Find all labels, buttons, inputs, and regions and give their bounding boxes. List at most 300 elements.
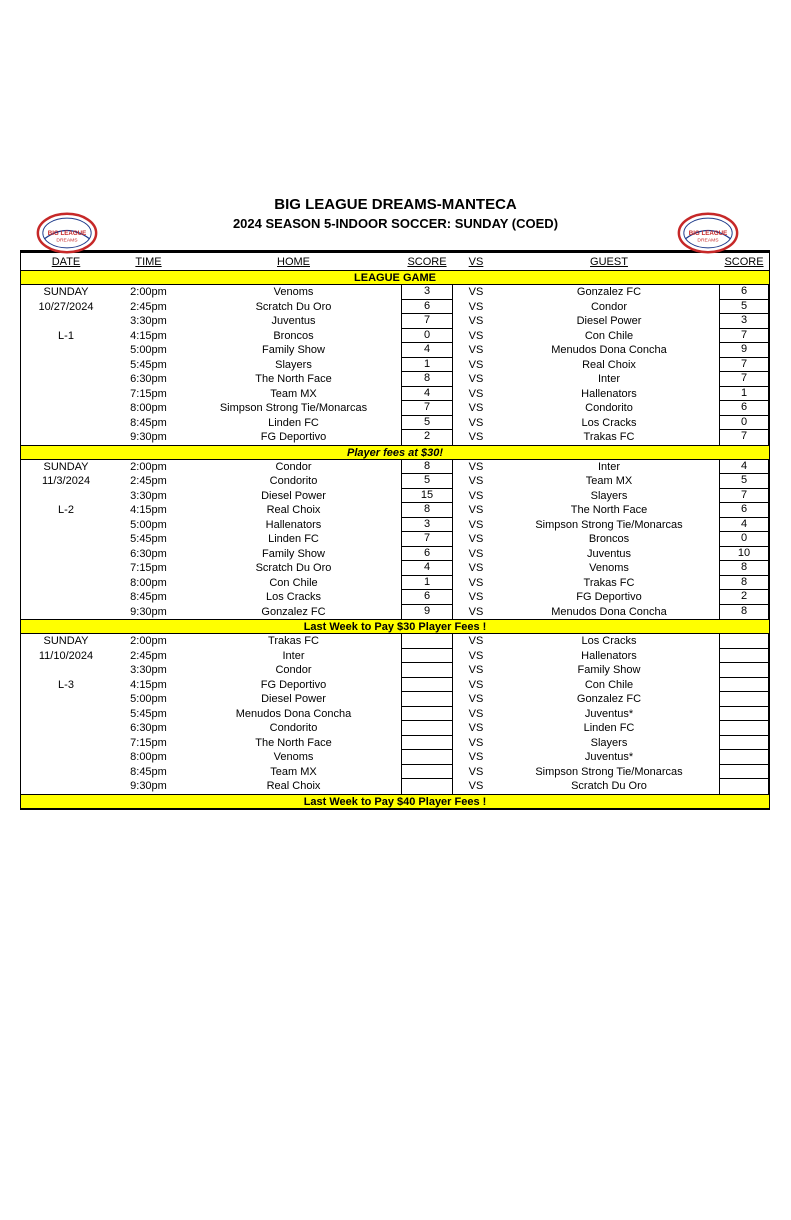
guest-team: Linden FC bbox=[583, 722, 635, 734]
guest-team: The North Face bbox=[570, 504, 648, 516]
game-row bbox=[111, 401, 769, 416]
game-time: 4:15pm bbox=[130, 504, 167, 516]
game-time: 7:15pm bbox=[130, 562, 167, 574]
home-team: Condor bbox=[275, 664, 312, 676]
fees-banner: Last Week to Pay $40 Player Fees ! bbox=[21, 794, 769, 809]
guest-team: Hallenators bbox=[581, 387, 637, 400]
home-team: FG Deportivo bbox=[260, 431, 327, 443]
game-row bbox=[111, 547, 769, 562]
table-header-row bbox=[21, 253, 769, 270]
guest-score-box bbox=[719, 343, 769, 358]
vs-label: VS bbox=[468, 358, 484, 371]
game-time: 5:45pm bbox=[130, 358, 167, 371]
block-day: SUNDAY bbox=[43, 460, 89, 473]
vs-label: VS bbox=[468, 693, 484, 705]
home-team: Simpson Strong Tie/Monarcas bbox=[219, 402, 368, 414]
home-team: Broncos bbox=[273, 329, 314, 342]
guest-score: 0 bbox=[740, 415, 748, 428]
home-score: 5 bbox=[423, 474, 431, 486]
vs-label: VS bbox=[468, 315, 484, 327]
guest-team: Condorito bbox=[585, 402, 633, 414]
home-score: 6 bbox=[423, 546, 431, 559]
block-date: 11/10/2024 bbox=[38, 649, 94, 662]
vs-label: VS bbox=[468, 300, 484, 313]
game-time: 9:30pm bbox=[130, 431, 167, 443]
game-time: 4:15pm bbox=[130, 329, 167, 342]
block-date: 11/3/2024 bbox=[41, 475, 91, 487]
date-spacer bbox=[21, 489, 111, 504]
guest-score-box bbox=[719, 663, 769, 678]
guest-score: 8 bbox=[740, 575, 748, 588]
fees-banner: Last Week to Pay $30 Player Fees ! bbox=[21, 619, 769, 634]
guest-score-box bbox=[719, 707, 769, 722]
game-row bbox=[111, 460, 769, 475]
block-rows bbox=[111, 634, 769, 794]
guest-score: 4 bbox=[740, 459, 748, 472]
home-team: The North Face bbox=[255, 736, 332, 749]
header-home-score: SCORE bbox=[407, 255, 447, 268]
home-score-box bbox=[401, 736, 453, 751]
home-score: 8 bbox=[423, 459, 431, 472]
home-score-box bbox=[401, 401, 453, 416]
home-score-box bbox=[401, 532, 453, 547]
home-score: 9 bbox=[423, 604, 431, 617]
guest-score-box bbox=[719, 387, 769, 402]
game-time: 5:00pm bbox=[130, 693, 167, 705]
game-time: 5:45pm bbox=[130, 533, 167, 545]
home-score-box bbox=[401, 518, 453, 533]
vs-label: VS bbox=[468, 373, 484, 385]
home-score-box bbox=[401, 547, 453, 562]
logo-text-line1: BIG LEAGUE bbox=[688, 229, 728, 237]
game-row bbox=[111, 503, 769, 518]
home-team: Linden FC bbox=[268, 533, 319, 545]
home-score: 1 bbox=[423, 357, 431, 370]
vs-label: VS bbox=[468, 751, 484, 763]
game-row bbox=[111, 605, 769, 620]
home-score-box bbox=[401, 372, 453, 387]
game-row bbox=[111, 707, 769, 722]
home-score: 0 bbox=[423, 328, 431, 341]
vs-label: VS bbox=[468, 286, 484, 298]
game-time: 8:00pm bbox=[130, 576, 167, 589]
guest-team: Team MX bbox=[585, 475, 633, 487]
game-row bbox=[111, 372, 769, 387]
home-team: Condor bbox=[275, 460, 312, 473]
home-score-box bbox=[401, 765, 453, 780]
guest-team: Real Choix bbox=[582, 358, 636, 371]
guest-score-box bbox=[719, 692, 769, 707]
vs-label: VS bbox=[468, 649, 484, 662]
block-rows bbox=[111, 460, 769, 620]
game-time: 8:45pm bbox=[130, 591, 167, 603]
date-spacer bbox=[21, 314, 111, 329]
guest-team: Menudos Dona Concha bbox=[551, 605, 667, 618]
guest-team: Los Cracks bbox=[581, 416, 637, 429]
guest-team: Simpson Strong Tie/Monarcas bbox=[535, 518, 683, 531]
title-block bbox=[0, 196, 791, 231]
guest-team: Los Cracks bbox=[581, 635, 637, 647]
home-score-box bbox=[401, 649, 453, 664]
header-home: HOME bbox=[277, 255, 310, 268]
game-time: 2:45pm bbox=[130, 475, 167, 487]
block-rows bbox=[111, 285, 769, 445]
vs-label: VS bbox=[468, 707, 484, 720]
vs-label: VS bbox=[468, 765, 484, 778]
home-score-box bbox=[401, 460, 453, 475]
home-score-box bbox=[401, 663, 453, 678]
home-team: Diesel Power bbox=[261, 489, 326, 502]
home-score-box bbox=[401, 678, 453, 693]
game-time: 7:15pm bbox=[130, 387, 167, 400]
home-score-box bbox=[401, 779, 453, 794]
guest-score-box bbox=[719, 678, 769, 693]
home-score-box bbox=[401, 561, 453, 576]
game-time: 4:15pm bbox=[130, 678, 167, 691]
home-team: Juventus bbox=[271, 315, 316, 327]
vs-label: VS bbox=[468, 576, 484, 589]
guest-score-box bbox=[719, 503, 769, 518]
vs-label: VS bbox=[468, 722, 484, 734]
game-row bbox=[111, 750, 769, 765]
guest-team: Broncos bbox=[588, 533, 630, 545]
guest-score-box bbox=[719, 561, 769, 576]
game-row bbox=[111, 736, 769, 751]
home-score-box bbox=[401, 285, 453, 300]
game-row bbox=[111, 721, 769, 736]
game-row bbox=[111, 649, 769, 664]
home-score: 8 bbox=[423, 503, 431, 515]
guest-score: 6 bbox=[740, 503, 748, 515]
block-league-code: L-1 bbox=[58, 329, 74, 342]
game-row bbox=[111, 285, 769, 300]
schedule-page bbox=[0, 196, 791, 1220]
vs-label: VS bbox=[468, 547, 484, 560]
game-time: 2:00pm bbox=[130, 635, 167, 647]
home-score: 4 bbox=[423, 343, 431, 355]
guest-score: 2 bbox=[740, 590, 748, 602]
guest-score-box bbox=[719, 358, 769, 373]
schedule-block bbox=[21, 285, 769, 445]
guest-team: Venoms bbox=[589, 562, 629, 574]
home-team: FG Deportivo bbox=[260, 678, 327, 691]
home-score-box bbox=[401, 314, 453, 329]
vs-label: VS bbox=[468, 518, 484, 531]
home-score-box bbox=[401, 300, 453, 315]
game-row bbox=[111, 300, 769, 315]
home-team: Scratch Du Oro bbox=[255, 300, 332, 313]
guest-score-box bbox=[719, 314, 769, 329]
guest-team: Juventus* bbox=[584, 751, 634, 763]
home-score: 4 bbox=[423, 561, 431, 573]
guest-score-box bbox=[719, 547, 769, 562]
home-score-box bbox=[401, 430, 453, 445]
guest-team: Family Show bbox=[577, 664, 641, 676]
guest-score: 7 bbox=[740, 430, 748, 442]
guest-score-box bbox=[719, 649, 769, 664]
home-team: Slayers bbox=[275, 358, 312, 371]
guest-score-box bbox=[719, 489, 769, 504]
page-subtitle: 2024 SEASON 5-INDOOR SOCCER: SUNDAY (COED) bbox=[232, 216, 559, 231]
game-row bbox=[111, 692, 769, 707]
game-row bbox=[111, 561, 769, 576]
home-score: 7 bbox=[423, 314, 431, 326]
logo-text-line1: BIG LEAGUE bbox=[47, 229, 87, 237]
game-time: 8:00pm bbox=[130, 402, 167, 414]
game-row bbox=[111, 590, 769, 605]
guest-score-box bbox=[719, 300, 769, 315]
big-league-dreams-logo bbox=[36, 210, 98, 256]
block-day: SUNDAY bbox=[43, 286, 89, 298]
home-team: Hallenators bbox=[265, 518, 322, 531]
home-score-box bbox=[401, 387, 453, 402]
header-guest: GUEST bbox=[590, 255, 628, 268]
home-score: 7 bbox=[423, 401, 431, 413]
home-team: Venoms bbox=[273, 286, 314, 298]
home-team: Condorito bbox=[269, 722, 318, 734]
guest-team: Con Chile bbox=[584, 329, 634, 342]
block-date: 10/27/2024 bbox=[38, 300, 94, 313]
guest-team: Slayers bbox=[590, 489, 628, 502]
game-row bbox=[111, 329, 769, 344]
guest-score-box bbox=[719, 590, 769, 605]
home-score: 3 bbox=[423, 517, 431, 530]
vs-label: VS bbox=[468, 504, 484, 516]
game-row bbox=[111, 634, 769, 649]
home-score-box bbox=[401, 358, 453, 373]
home-team: Gonzalez FC bbox=[261, 605, 326, 618]
game-time: 5:45pm bbox=[130, 707, 167, 720]
guest-score: 7 bbox=[740, 488, 748, 501]
game-time: 2:00pm bbox=[130, 460, 167, 473]
guest-score: 4 bbox=[740, 517, 748, 530]
date-column bbox=[21, 460, 111, 620]
home-score: 15 bbox=[420, 488, 434, 501]
guest-team: Condor bbox=[590, 300, 628, 313]
header-guest-score: SCORE bbox=[724, 255, 764, 268]
game-time: 2:00pm bbox=[130, 286, 167, 298]
guest-score-box bbox=[719, 430, 769, 445]
guest-score-box bbox=[719, 765, 769, 780]
schedule-block bbox=[21, 460, 769, 620]
guest-team: Hallenators bbox=[581, 649, 637, 662]
guest-team: Juventus bbox=[586, 547, 632, 560]
vs-label: VS bbox=[468, 387, 484, 400]
game-time: 5:00pm bbox=[130, 518, 167, 531]
guest-team: Inter bbox=[597, 460, 620, 473]
vs-label: VS bbox=[468, 635, 484, 647]
home-team: Diesel Power bbox=[261, 693, 326, 705]
guest-team: Trakas FC bbox=[583, 431, 635, 443]
vs-label: VS bbox=[468, 329, 484, 342]
game-row bbox=[111, 663, 769, 678]
home-score: 4 bbox=[423, 386, 431, 399]
home-score: 8 bbox=[423, 372, 431, 384]
guest-score-box bbox=[719, 779, 769, 794]
home-team: Family Show bbox=[262, 344, 325, 356]
vs-label: VS bbox=[468, 736, 484, 749]
home-team: Real Choix bbox=[266, 780, 321, 792]
game-time: 8:45pm bbox=[130, 416, 167, 429]
vs-label: VS bbox=[468, 416, 484, 429]
block-league-code: L-2 bbox=[58, 504, 74, 516]
home-score-box bbox=[401, 474, 453, 489]
home-team: Scratch Du Oro bbox=[255, 562, 332, 574]
home-score-box bbox=[401, 750, 453, 765]
guest-score: 7 bbox=[740, 357, 748, 370]
guest-score-box bbox=[719, 518, 769, 533]
guest-team: Inter bbox=[597, 373, 620, 385]
guest-score: 6 bbox=[740, 401, 748, 413]
date-column bbox=[21, 285, 111, 445]
game-row bbox=[111, 489, 769, 504]
game-time: 8:45pm bbox=[130, 765, 167, 778]
home-score-box bbox=[401, 692, 453, 707]
home-team: Los Cracks bbox=[265, 591, 322, 603]
game-row bbox=[111, 765, 769, 780]
header-date: DATE bbox=[51, 255, 81, 268]
guest-score: 8 bbox=[740, 604, 748, 617]
game-time: 3:30pm bbox=[130, 664, 167, 676]
guest-score-box bbox=[719, 721, 769, 736]
stadium-logo-icon bbox=[36, 210, 98, 256]
header-vs: VS bbox=[468, 255, 484, 268]
guest-score: 6 bbox=[740, 285, 748, 297]
home-score-box bbox=[401, 590, 453, 605]
game-row bbox=[111, 532, 769, 547]
vs-label: VS bbox=[468, 591, 484, 603]
home-score-box bbox=[401, 503, 453, 518]
guest-score: 10 bbox=[737, 546, 751, 559]
home-score: 3 bbox=[423, 285, 431, 297]
home-score: 6 bbox=[423, 299, 431, 312]
vs-label: VS bbox=[468, 533, 484, 545]
date-spacer bbox=[21, 663, 111, 678]
home-team: Venoms bbox=[273, 751, 314, 763]
game-row bbox=[111, 576, 769, 591]
guest-score-box bbox=[719, 576, 769, 591]
guest-score: 5 bbox=[740, 299, 748, 312]
home-team: Real Choix bbox=[266, 504, 321, 516]
vs-label: VS bbox=[468, 605, 484, 618]
game-row bbox=[111, 474, 769, 489]
home-score-box bbox=[401, 721, 453, 736]
home-team: Inter bbox=[282, 649, 305, 662]
home-score: 2 bbox=[423, 430, 431, 442]
home-score: 1 bbox=[423, 575, 431, 588]
vs-label: VS bbox=[468, 431, 484, 443]
guest-score-box bbox=[719, 329, 769, 344]
game-row bbox=[111, 416, 769, 431]
game-row bbox=[111, 518, 769, 533]
vs-label: VS bbox=[468, 562, 484, 574]
schedule-table bbox=[20, 250, 770, 810]
guest-score-box bbox=[719, 460, 769, 475]
guest-score-box bbox=[719, 285, 769, 300]
vs-label: VS bbox=[468, 344, 484, 356]
page-title: BIG LEAGUE DREAMS-MANTECA bbox=[274, 196, 517, 213]
game-time: 6:30pm bbox=[130, 373, 167, 385]
game-time: 3:30pm bbox=[130, 315, 167, 327]
guest-team: Juventus* bbox=[584, 707, 634, 720]
table-body bbox=[21, 285, 769, 809]
game-row bbox=[111, 430, 769, 445]
home-score-box bbox=[401, 634, 453, 649]
guest-score: 0 bbox=[740, 532, 748, 544]
guest-score-box bbox=[719, 532, 769, 547]
guest-score: 5 bbox=[740, 474, 748, 486]
game-time: 9:30pm bbox=[130, 605, 167, 618]
vs-label: VS bbox=[468, 780, 484, 792]
home-team: Trakas FC bbox=[268, 635, 319, 647]
home-score-box bbox=[401, 707, 453, 722]
game-row bbox=[111, 343, 769, 358]
home-team: Team MX bbox=[270, 387, 317, 400]
guest-team: Slayers bbox=[590, 736, 628, 749]
home-score: 6 bbox=[423, 590, 431, 602]
home-team: The North Face bbox=[255, 373, 332, 385]
home-team: Condorito bbox=[269, 475, 318, 487]
home-score-box bbox=[401, 605, 453, 620]
stadium-logo-icon bbox=[677, 210, 739, 256]
guest-score-box bbox=[719, 372, 769, 387]
guest-team: Scratch Du Oro bbox=[571, 780, 647, 792]
home-team: Linden FC bbox=[268, 416, 319, 429]
home-score: 7 bbox=[423, 532, 431, 544]
home-score-box bbox=[401, 329, 453, 344]
schedule-block bbox=[21, 634, 769, 794]
guest-score: 7 bbox=[740, 328, 748, 341]
guest-score-box bbox=[719, 474, 769, 489]
guest-score-box bbox=[719, 401, 769, 416]
home-score-box bbox=[401, 576, 453, 591]
game-row bbox=[111, 678, 769, 693]
game-row bbox=[111, 314, 769, 329]
guest-score: 7 bbox=[740, 372, 748, 384]
guest-score-box bbox=[719, 736, 769, 751]
game-row bbox=[111, 358, 769, 373]
vs-label: VS bbox=[468, 460, 484, 473]
game-time: 8:00pm bbox=[130, 751, 167, 763]
league-game-banner: LEAGUE GAME bbox=[21, 270, 769, 285]
big-league-dreams-logo bbox=[677, 210, 739, 256]
game-time: 6:30pm bbox=[130, 547, 167, 560]
vs-label: VS bbox=[468, 475, 484, 487]
guest-team: Simpson Strong Tie/Monarcas bbox=[535, 765, 683, 778]
home-team: Family Show bbox=[262, 547, 325, 560]
fees-banner: Player fees at $30! bbox=[21, 445, 769, 460]
block-day: SUNDAY bbox=[43, 635, 89, 647]
game-time: 2:45pm bbox=[130, 300, 167, 313]
game-time: 3:30pm bbox=[130, 489, 167, 502]
game-row bbox=[111, 779, 769, 794]
game-time: 2:45pm bbox=[130, 649, 167, 662]
home-score-box bbox=[401, 343, 453, 358]
game-time: 9:30pm bbox=[130, 780, 167, 792]
vs-label: VS bbox=[468, 489, 484, 502]
vs-label: VS bbox=[468, 678, 484, 691]
game-time: 5:00pm bbox=[130, 344, 167, 356]
guest-team: FG Deportivo bbox=[576, 591, 642, 603]
guest-score: 8 bbox=[740, 561, 748, 573]
guest-team: Trakas FC bbox=[583, 576, 635, 589]
date-column bbox=[21, 634, 111, 794]
home-score: 5 bbox=[423, 415, 431, 428]
guest-score-box bbox=[719, 605, 769, 620]
home-team: Team MX bbox=[270, 765, 317, 778]
home-team: Menudos Dona Concha bbox=[235, 707, 352, 720]
logo-text-line2: DREAMS bbox=[697, 238, 719, 244]
